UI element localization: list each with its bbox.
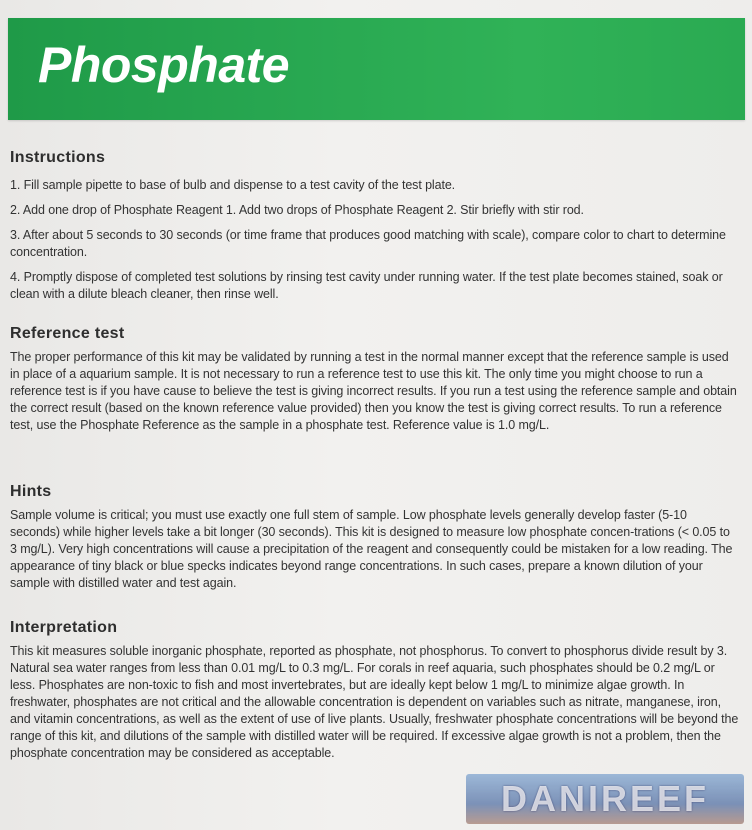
instruction-step-3: 3. After about 5 seconds to 30 seconds (or time frame that produces good matching with scale), compare color to chart to determine concentration. <box>10 228 726 260</box>
interpretation-text: This kit measures soluble inorganic phosphate, reported as phosphate, not phosphorus. To convert to phosphorus divide result by 3. Natural sea water ranges from less than 0.01 mg/L to 0.3 mg/L. For corals in reef aquaria, such phosphates should be 0.2 mg/L or less. Phosphates are non-toxic to fish and most invertebrates, but are ideally kept below 1 mg/L to minimize algae growth. In freshwater, phosphates are not critical and the allowable concentration is dependent on variables such as nitrate, manganese, iron, and vitamin concentrations, as well as the extent of use of live plants. Usually, freshwater phosphate concentrations will be beyond the range of this kit, and dilutions of the sample with distilled water will be required. If excessive algae growth is not a problem, then the phosphate concentration may be considered as acceptable. <box>10 644 739 761</box>
hints-text: Sample volume is critical; you must use exactly one full stem of sample. Low phosphate levels generally develop faster (5-10 seconds) while higher levels take a bit longer (30 seconds). This kit is designed to measure low phosphate concen-trations (< 0.05 to 3 mg/L). Very high concentrations will cause a precipitation of the reagent and consequently could be mistaken for a low reading. The appearance of tiny black or blue specks indicates beyond range concentrations. In such cases, prepare a known dilution of your sample with distilled water and test again. <box>10 508 733 591</box>
interpretation-section <box>10 618 740 762</box>
hints-heading: Hints <box>10 483 52 500</box>
instructions-section <box>10 148 740 311</box>
watermark-text: DANIREEF <box>500 778 709 819</box>
watermark-logo <box>466 774 744 824</box>
instruction-step-1: 1. Fill sample pipette to base of bulb and dispense to a test cavity of the test plate. <box>10 178 456 193</box>
page-title: Phosphate <box>38 37 290 93</box>
instructions-heading: Instructions <box>10 149 106 166</box>
instruction-step-2: 2. Add one drop of Phosphate Reagent 1. Add two drops of Phosphate Reagent 2. Stir briefly with stir rod. <box>10 203 584 218</box>
title-banner <box>8 18 745 120</box>
reference-test-heading: Reference test <box>10 325 125 342</box>
instruction-step-4: 4. Promptly dispose of completed test solutions by rinsing test cavity under running water. If the test plate becomes stained, soak or clean with a dilute bleach cleaner, then rinse well. <box>10 270 723 302</box>
interpretation-heading: Interpretation <box>10 619 118 636</box>
hints-section <box>10 482 740 592</box>
reference-test-section <box>10 324 740 434</box>
reference-test-text: The proper performance of this kit may be validated by running a test in the normal manner except that the reference sample is used in place of a aquarium sample. It is not necessary to run a reference test to use this kit. The only time you might choose to run a reference test is if you have cause to believe the test is giving incorrect results. If you run a test using the reference sample and obtain the correct result (based on the known reference value provided) then you know the test is giving correct results. To run a reference test, use the Phosphate Reference as the sample in a phosphate test. Reference value is 1.0 mg/L. <box>10 350 737 433</box>
